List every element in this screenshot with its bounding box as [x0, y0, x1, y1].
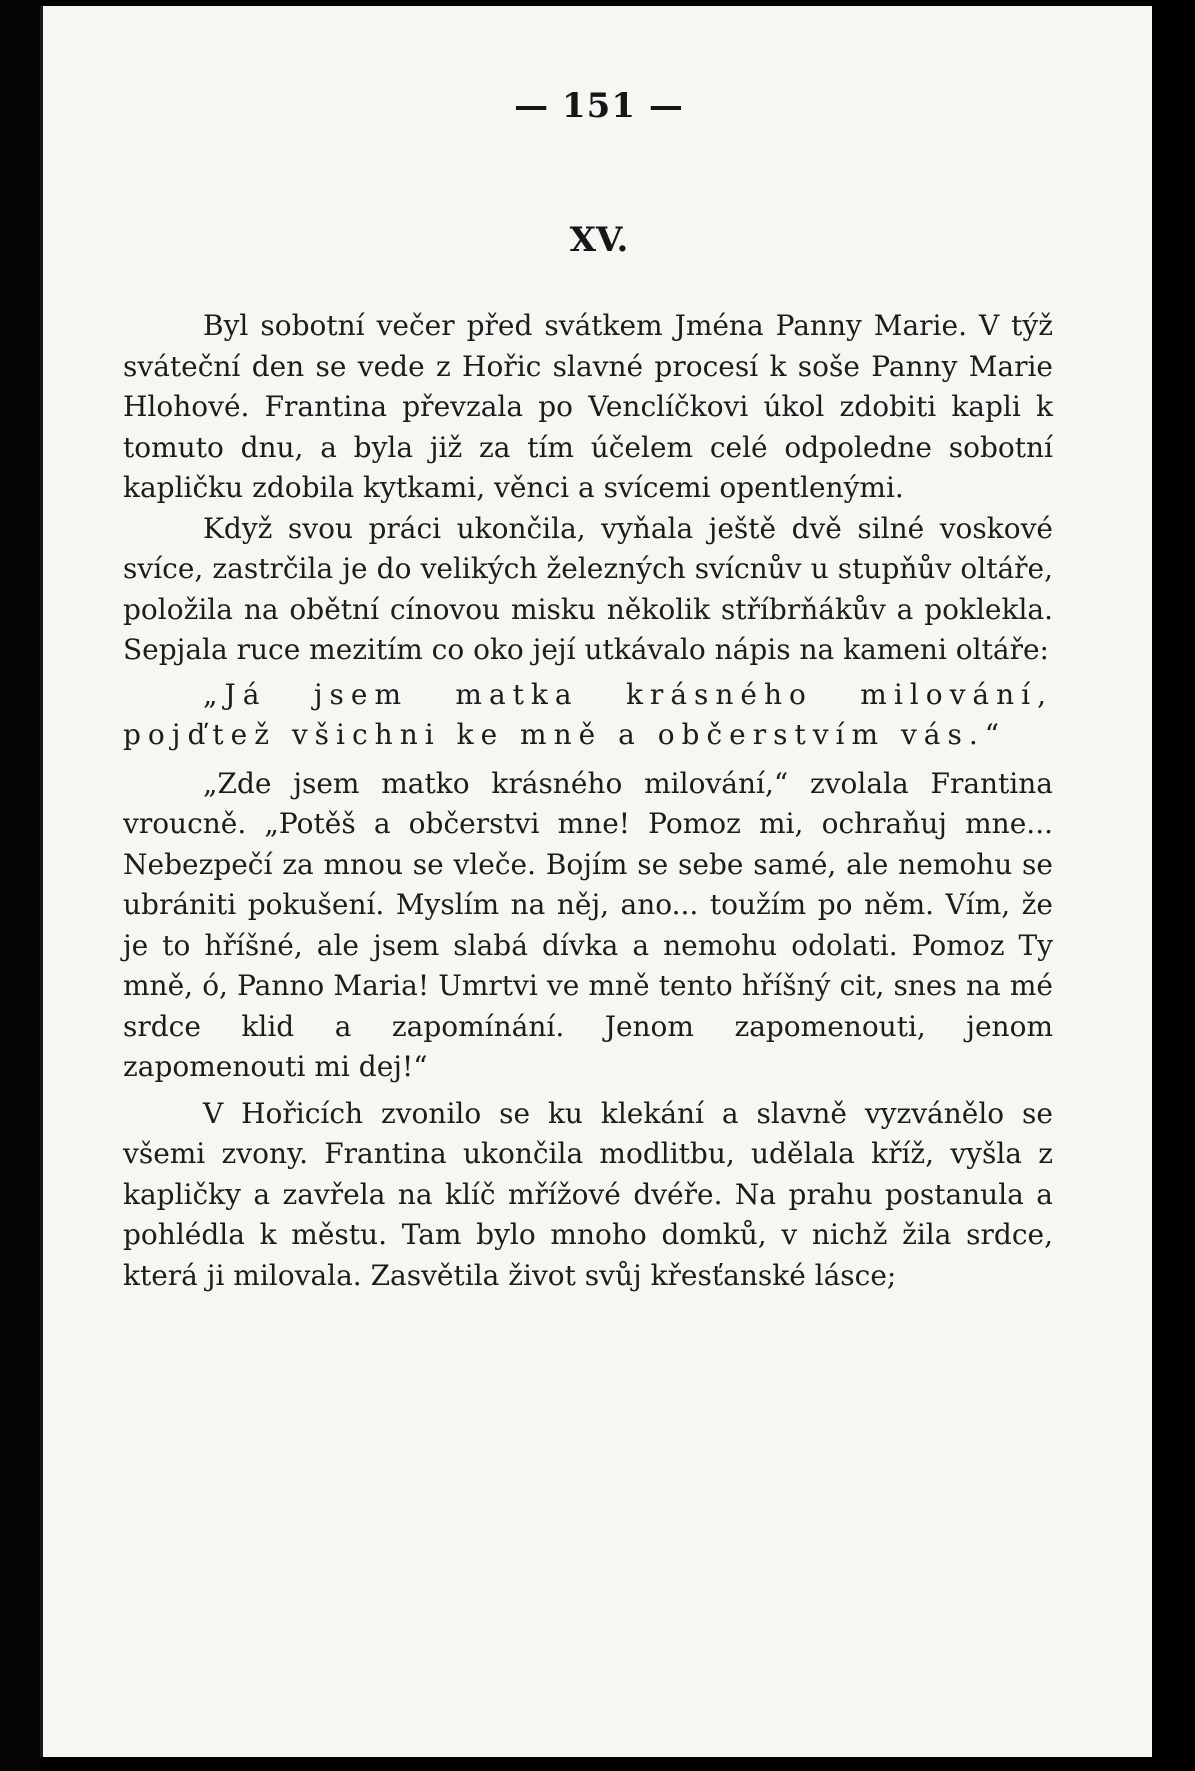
book-page — [40, 6, 1155, 1757]
paragraph: „Zde jsem matko krásného milování,“ zvolala Frantina vroucně. „Potěš a občerstvi mne! Pomoz mi, ochraňuj mne... Nebezpečí za mnou se vleče. Bojím se sebe samé, ale nemohu se ubrániti pokušení. Myslím na něj, ano... toužím po něm. Vím, že je to hříšné, ale jsem slabá dívka a nemohu odolati. Pomoz Ty mně, ó, Panno Maria! Umrtvi ve mně tento hříšný cit, snes na mé srdce klid a zapomínání. Jenom zapomenouti, jenom zapomenouti mi dej!“ — [123, 766, 1053, 1083]
chapter-heading: XV. — [569, 220, 629, 260]
paragraph: V Hořicích zvonilo se ku klekání a slavně vyzvánělo se všemi zvony. Frantina ukončila modlitbu, udělala kříž, vyšla z kapličky a zavřela na klíč mřížové dvéře. Na prahu postanula a pohlédla k městu. Tam bylo mnoho domků, v nichž žila srdce, která ji milovala. Zasvětila život svůj křesťanské lásce; — [123, 1096, 1053, 1292]
scan-gutter — [0, 0, 40, 1771]
scan-edge — [1152, 0, 1195, 1771]
paragraph: Byl sobotní večer před svátkem Jména Panny Marie. V týž sváteční den se vede z Hořic slavné procesí k soše Panny Marie Hlohové. Frantina převzala po Venclíčkovi úkol zdobiti kapli k tomuto dnu, a byla již za tím účelem celé odpoledne sobotní kapličku zdobila kytkami, věnci a svícemi opentlenými. — [123, 309, 1053, 504]
body-text — [123, 306, 1053, 1296]
paragraph: Když svou práci ukončila, vyňala ještě dvě silné voskové svíce, zastrčila je do velikých železných svícnův u stupňův oltáře, položila na obětní cínovou misku několik stříbrňákův a poklekla. Sepjala ruce mezitím co oko její utkávalo nápis na kameni oltáře: — [123, 511, 1053, 666]
altar-inscription: „Já jsem matka krásného milování, pojďtež všichni ke mně a občerstvím vás.“ — [123, 677, 1053, 751]
page-number: — 151 — — [514, 86, 684, 126]
